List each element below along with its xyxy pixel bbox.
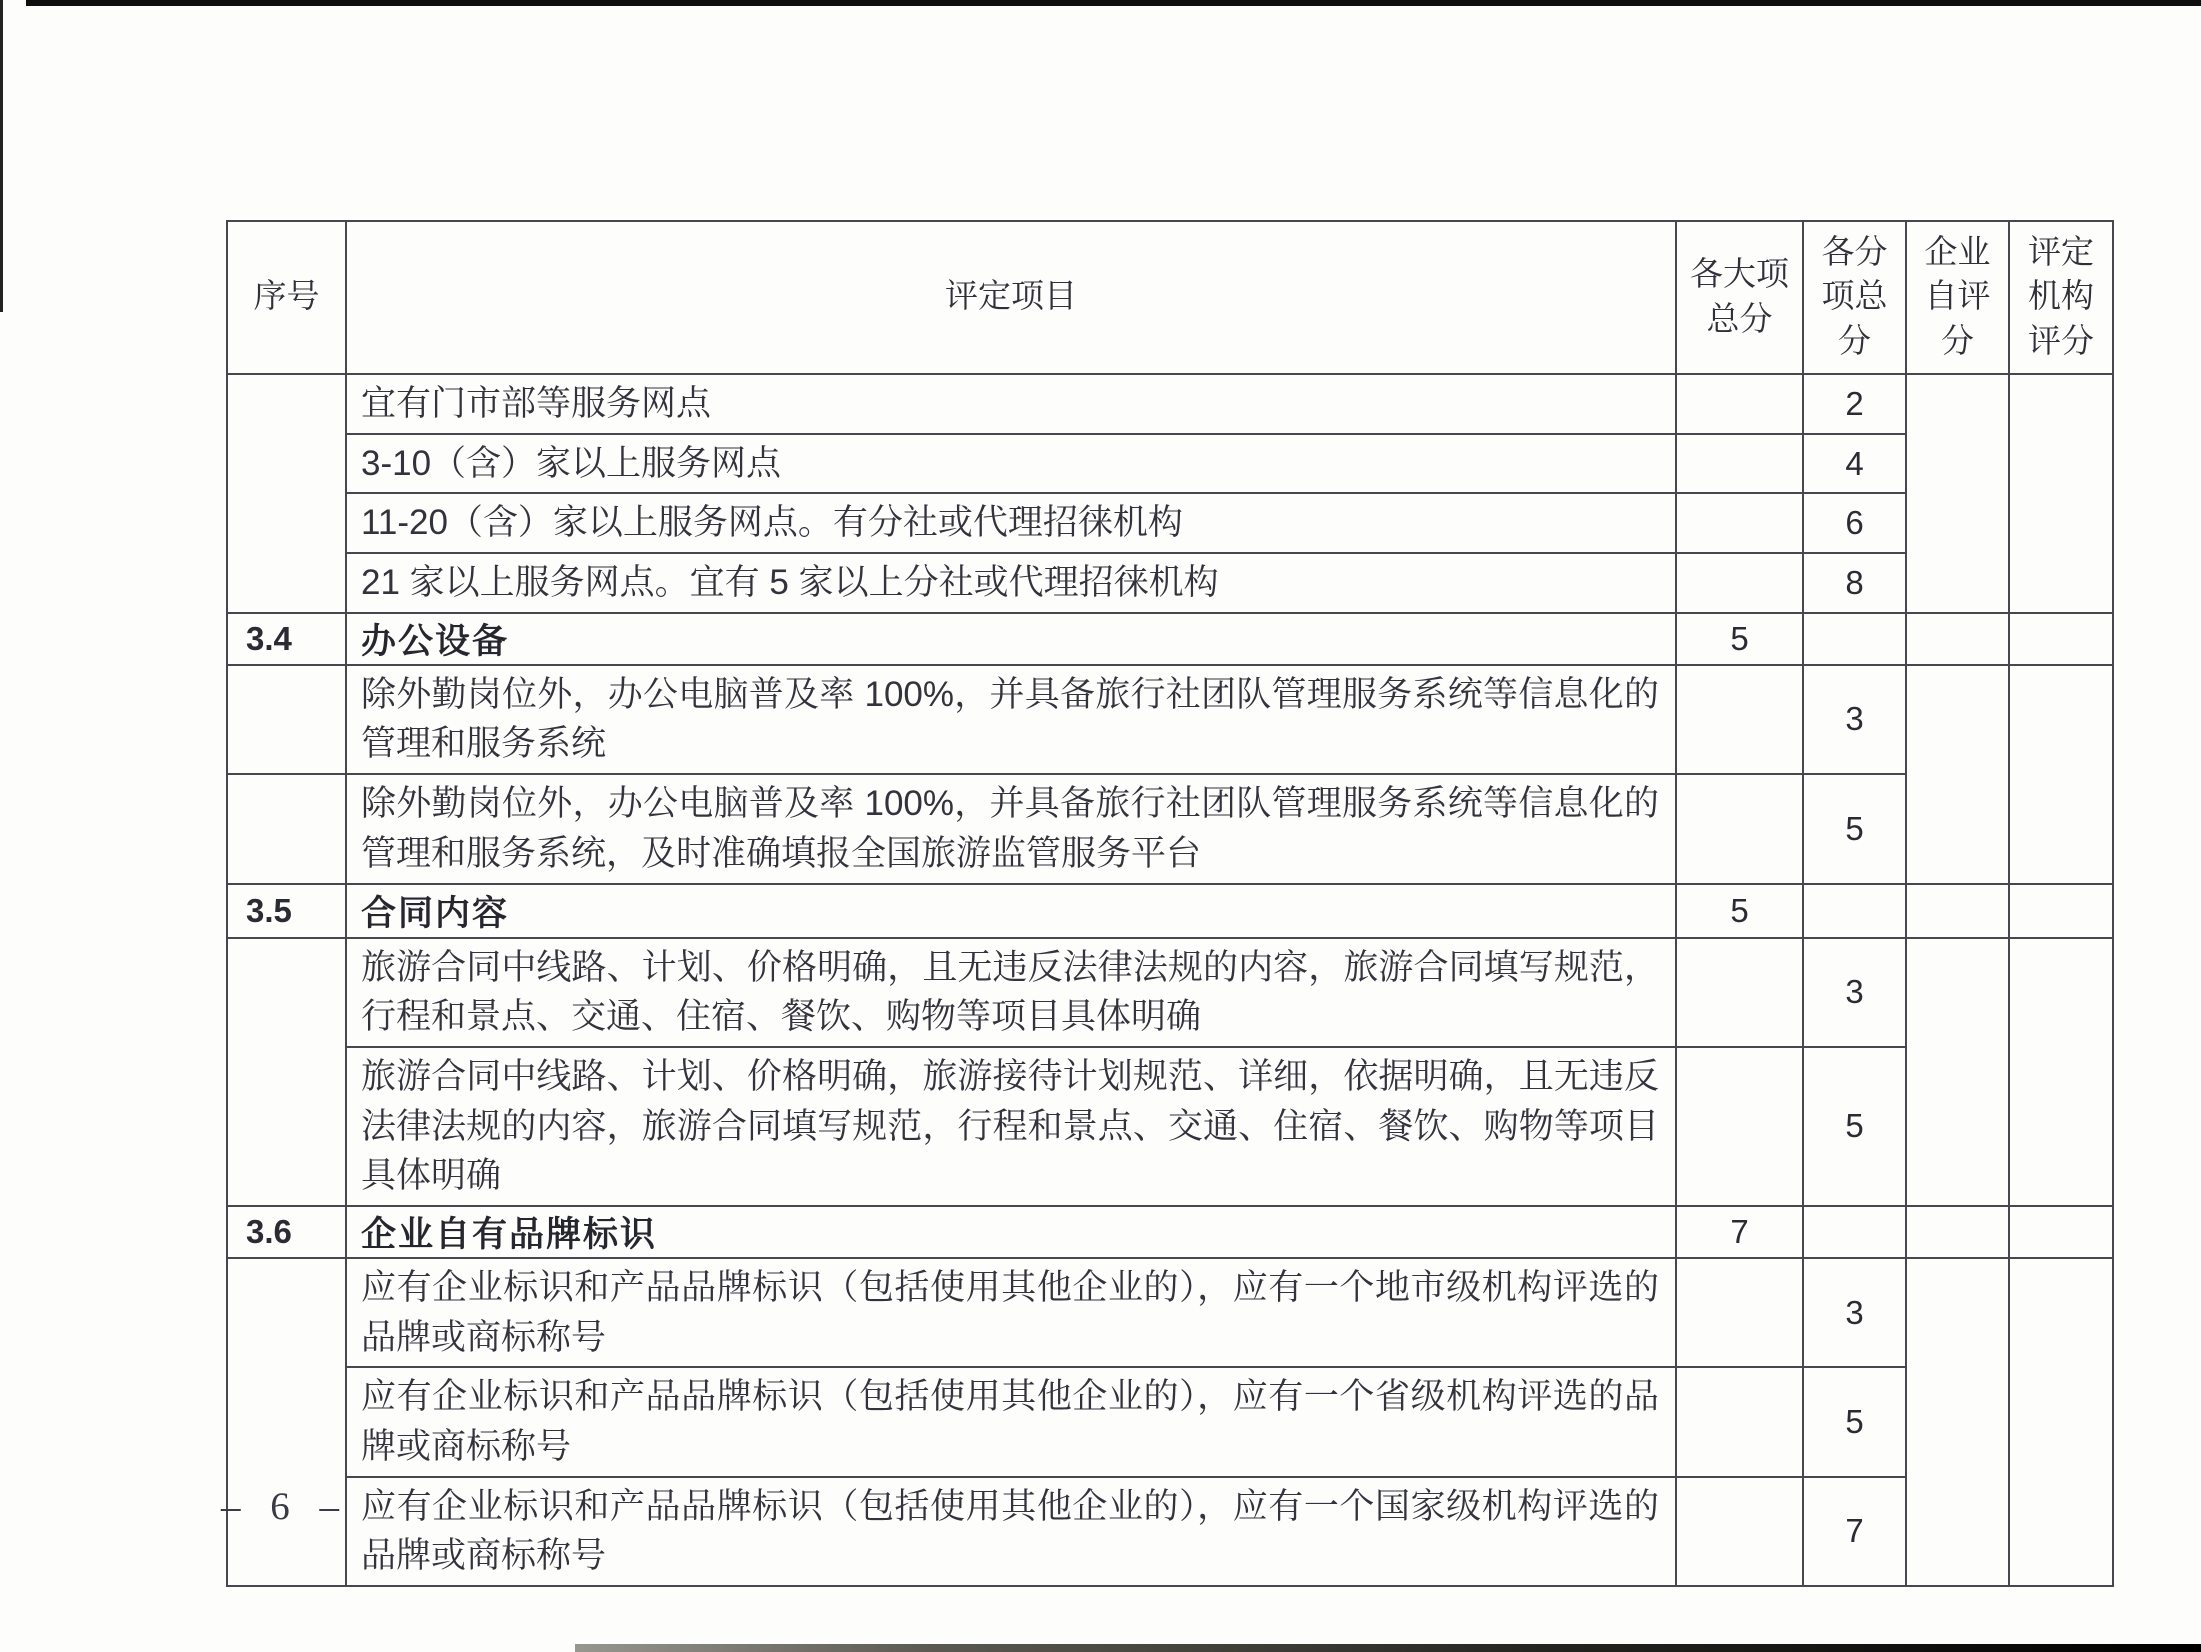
- table-row: [227, 1477, 2113, 1586]
- table-row: [227, 665, 2113, 774]
- agency-score-cell: [2009, 1258, 2113, 1586]
- section-id-cell: 3.4: [227, 613, 346, 665]
- agency-score-cell: [2009, 1206, 2113, 1258]
- section-id-cell: 3.6: [227, 1206, 346, 1258]
- self-score-cell: [1906, 374, 2009, 613]
- major-total-cell: [1676, 1367, 1803, 1476]
- item-cell: 旅游合同中线路、计划、价格明确，旅游接待计划规范、详细，依据明确，且无违反法律法规的内容，旅游合同填写规范，行程和景点、交通、住宿、餐饮、购物等项目具体明确: [346, 1047, 1676, 1206]
- table-header-row: [227, 221, 2113, 374]
- col-header-agency-score: 评定机构评分: [2009, 221, 2113, 374]
- scan-artifact-top: [26, 0, 2201, 6]
- sub-total-cell: [1803, 884, 1906, 938]
- table-row: [227, 1367, 2113, 1476]
- sub-total-cell: [1803, 613, 1906, 665]
- table-row: [227, 553, 2113, 613]
- table-row: [227, 1047, 2113, 1206]
- index-cell: [227, 774, 346, 883]
- agency-score-cell: [2009, 938, 2113, 1206]
- index-cell: [227, 938, 346, 1206]
- col-header-index: 序号: [227, 221, 346, 374]
- self-score-cell: [1906, 938, 2009, 1206]
- sub-total-cell: 8: [1803, 553, 1906, 613]
- agency-score-cell: [2009, 665, 2113, 884]
- self-score-cell: [1906, 613, 2009, 665]
- sub-total-cell: 2: [1803, 374, 1906, 434]
- major-total-cell: 5: [1676, 613, 1803, 665]
- major-total-cell: [1676, 938, 1803, 1047]
- index-cell: [227, 665, 346, 774]
- major-total-cell: [1676, 434, 1803, 494]
- page-number: – 6 –: [221, 1485, 349, 1528]
- sub-total-cell: 5: [1803, 1047, 1906, 1206]
- section-header-row: [227, 884, 2113, 938]
- self-score-cell: [1906, 1258, 2009, 1586]
- agency-score-cell: [2009, 613, 2113, 665]
- table-row: [227, 493, 2113, 553]
- table-row: [227, 434, 2113, 494]
- col-header-major-total: 各大项总分: [1676, 221, 1803, 374]
- self-score-cell: [1906, 1206, 2009, 1258]
- scan-artifact-bottom: [575, 1644, 2201, 1652]
- item-cell: 应有企业标识和产品品牌标识（包括使用其他企业的），应有一个省级机构评选的品牌或商标称号: [346, 1367, 1676, 1476]
- section-title-cell: 企业自有品牌标识: [346, 1206, 1676, 1258]
- col-header-item: 评定项目: [346, 221, 1676, 374]
- item-cell: 宜有门市部等服务网点: [346, 374, 1676, 434]
- table-row: [227, 774, 2113, 883]
- sub-total-cell: 6: [1803, 493, 1906, 553]
- item-cell: 11-20（含）家以上服务网点。有分社或代理招徕机构: [346, 493, 1676, 553]
- self-score-cell: [1906, 884, 2009, 938]
- agency-score-cell: [2009, 884, 2113, 938]
- col-header-sub-total: 各分项总分: [1803, 221, 1906, 374]
- index-cell: [227, 1258, 346, 1586]
- sub-total-cell: 5: [1803, 774, 1906, 883]
- self-score-cell: [1906, 665, 2009, 884]
- major-total-cell: [1676, 553, 1803, 613]
- section-title-cell: 办公设备: [346, 613, 1676, 665]
- sub-total-cell: [1803, 1206, 1906, 1258]
- section-header-row: [227, 1206, 2113, 1258]
- section-title-cell: 合同内容: [346, 884, 1676, 938]
- col-header-self-score: 企业自评分: [1906, 221, 2009, 374]
- table-row: [227, 374, 2113, 434]
- section-id-cell: 3.5: [227, 884, 346, 938]
- sub-total-cell: 4: [1803, 434, 1906, 494]
- item-cell: 21 家以上服务网点。宜有 5 家以上分社或代理招徕机构: [346, 553, 1676, 613]
- scan-artifact-left: [0, 0, 3, 312]
- sub-total-cell: 5: [1803, 1367, 1906, 1476]
- major-total-cell: 7: [1676, 1206, 1803, 1258]
- section-header-row: [227, 613, 2113, 665]
- sub-total-cell: 3: [1803, 938, 1906, 1047]
- major-total-cell: [1676, 1258, 1803, 1367]
- item-cell: 应有企业标识和产品品牌标识（包括使用其他企业的），应有一个国家级机构评选的品牌或商标称号: [346, 1477, 1676, 1586]
- major-total-cell: [1676, 1047, 1803, 1206]
- major-total-cell: [1676, 665, 1803, 774]
- index-cell: [227, 374, 346, 613]
- item-cell: 3-10（含）家以上服务网点: [346, 434, 1676, 494]
- table-row: [227, 938, 2113, 1047]
- item-cell: 旅游合同中线路、计划、价格明确，且无违反法律法规的内容，旅游合同填写规范，行程和景点、交通、住宿、餐饮、购物等项目具体明确: [346, 938, 1676, 1047]
- major-total-cell: [1676, 374, 1803, 434]
- major-total-cell: [1676, 493, 1803, 553]
- sub-total-cell: 3: [1803, 1258, 1906, 1367]
- major-total-cell: 5: [1676, 884, 1803, 938]
- evaluation-score-table: [226, 220, 2114, 1587]
- sub-total-cell: 3: [1803, 665, 1906, 774]
- item-cell: 除外勤岗位外，办公电脑普及率 100%，并具备旅行社团队管理服务系统等信息化的管理和服务系统，及时准确填报全国旅游监管服务平台: [346, 774, 1676, 883]
- sub-total-cell: 7: [1803, 1477, 1906, 1586]
- item-cell: 应有企业标识和产品品牌标识（包括使用其他企业的），应有一个地市级机构评选的品牌或商标称号: [346, 1258, 1676, 1367]
- item-cell: 除外勤岗位外，办公电脑普及率 100%，并具备旅行社团队管理服务系统等信息化的管理和服务系统: [346, 665, 1676, 774]
- major-total-cell: [1676, 1477, 1803, 1586]
- agency-score-cell: [2009, 374, 2113, 613]
- table-row: [227, 1258, 2113, 1367]
- major-total-cell: [1676, 774, 1803, 883]
